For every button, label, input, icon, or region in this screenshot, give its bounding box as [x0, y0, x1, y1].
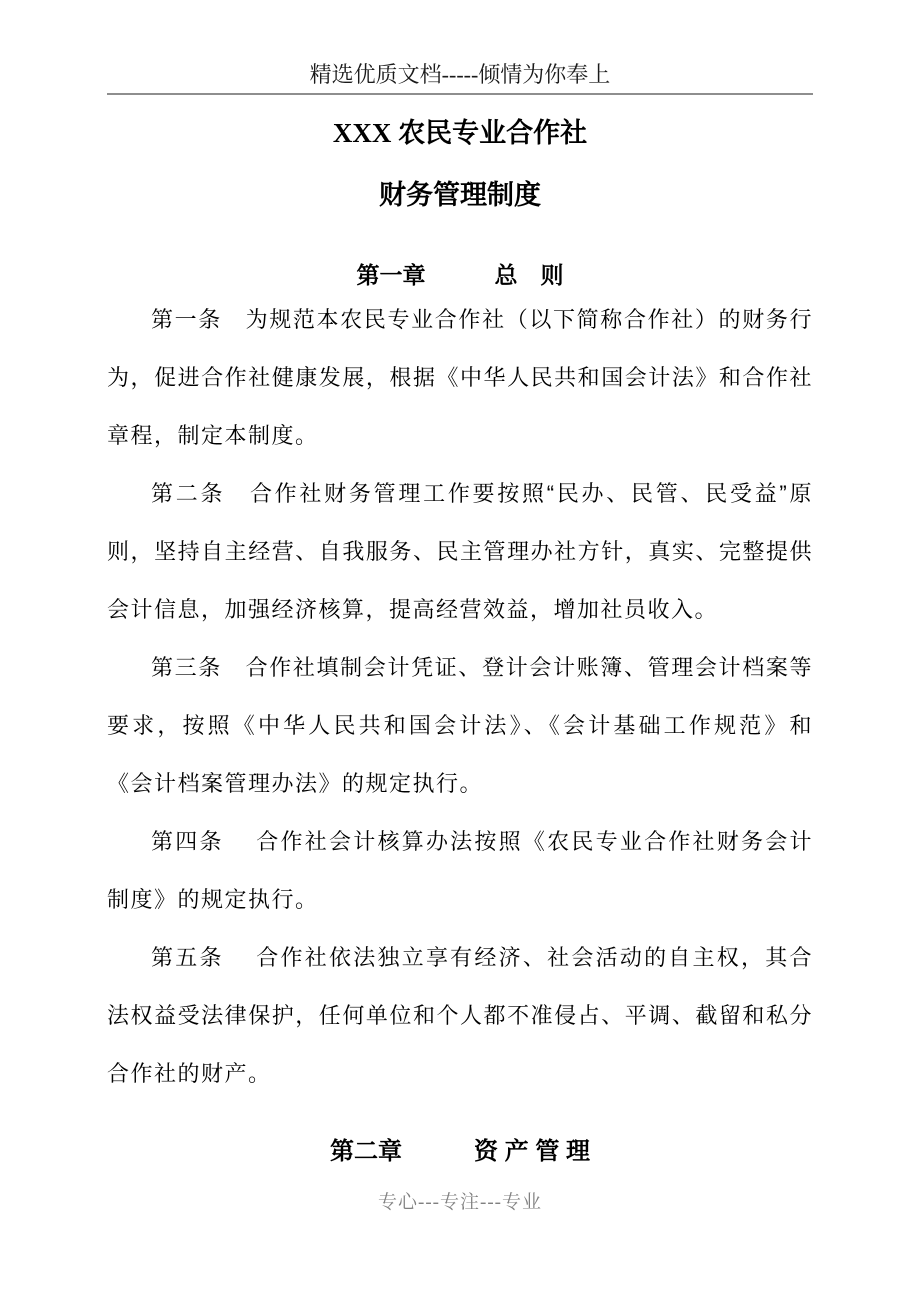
page-header-text: 精选优质文档-----倾情为你奉上 [309, 62, 611, 87]
article-4-paragraph: 第四条 合作社会计核算办法按照《农民专业合作社财务会计制度》的规定执行。 [107, 829, 813, 912]
article-5-paragraph: 第五条 合作社依法独立享有经济、社会活动的自主权，其合法权益受法律保护，任何单位和个人都不准侵占、平调、截留和私分合作社的财产。 [107, 945, 813, 1086]
document-body [107, 115, 813, 1169]
chapter-1-body [107, 291, 813, 1103]
document-title-line2: 财务管理制度 [379, 180, 541, 210]
article-2-paragraph: 第二条 合作社财务管理工作要按照“民办、民管、民受益”原则，坚持自主经营、自我服务、民主管理办社方针，真实、完整提供会计信息，加强经济核算，提高经营效益，增加社员收入。 [107, 481, 813, 622]
document-title-line1: XXX 农民专业合作社 [332, 118, 588, 148]
article-1-paragraph: 第一条 为规范本农民专业合作社（以下简称合作社）的财务行为，促进合作社健康发展，根据《中华人民共和国会计法》和合作社章程，制定本制度。 [107, 307, 813, 448]
chapter-1-heading: 第一章 总 则 [356, 262, 564, 288]
header-rule [107, 93, 813, 95]
chapter-2-heading: 第二章 资 产 管 理 [329, 1138, 590, 1165]
article-3-paragraph: 第三条 合作社填制会计凭证、登计会计账簿、管理会计档案等要求，按照《中华人民共和国会计法》、《会计基础工作规范》和《会计档案管理办法》的规定执行。 [107, 655, 813, 796]
page-footer-text: 专心---专注---专业 [378, 1192, 542, 1213]
